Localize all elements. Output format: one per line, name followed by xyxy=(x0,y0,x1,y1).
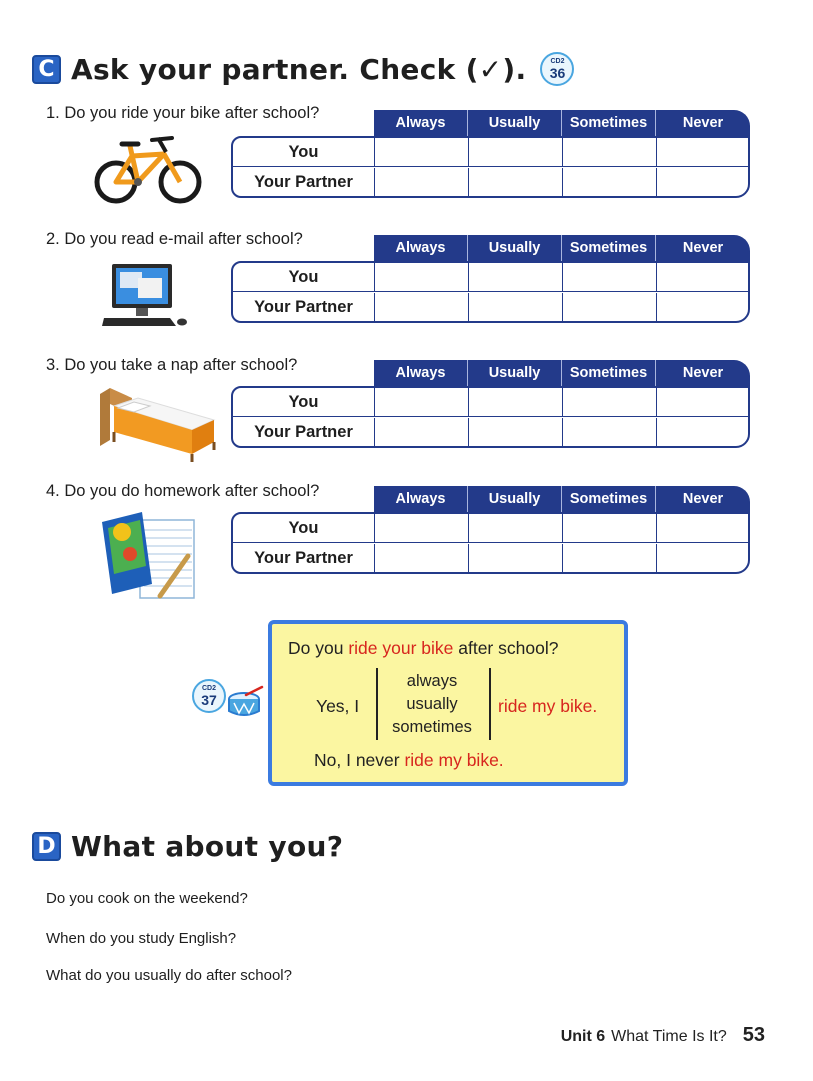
header-sometimes: Sometimes xyxy=(562,360,656,386)
cd-track-number: 36 xyxy=(549,65,566,81)
check-cell[interactable] xyxy=(657,418,748,447)
check-cell[interactable] xyxy=(563,168,657,197)
table-row xyxy=(233,388,748,417)
table-header xyxy=(374,110,750,136)
table-body xyxy=(231,386,750,448)
check-cell[interactable] xyxy=(563,138,657,166)
check-cell[interactable] xyxy=(375,263,469,291)
header-always: Always xyxy=(374,110,468,136)
option-usually: usually xyxy=(406,695,458,713)
header-always: Always xyxy=(374,360,468,386)
row-label-you: You xyxy=(233,514,375,542)
page-footer xyxy=(561,1024,765,1047)
question-1: 1. Do you ride your bike after school? xyxy=(46,104,320,122)
table-row xyxy=(233,168,748,197)
check-cell[interactable] xyxy=(563,263,657,291)
table-row xyxy=(233,514,748,543)
check-cell[interactable] xyxy=(375,168,469,197)
row-label-you: You xyxy=(233,388,375,416)
check-cell[interactable] xyxy=(563,514,657,542)
header-never: Never xyxy=(682,115,724,131)
check-cell[interactable] xyxy=(657,138,748,166)
table-row xyxy=(233,544,748,573)
row-label-you: You xyxy=(233,263,375,291)
header-never: Never xyxy=(682,365,724,381)
check-cell[interactable] xyxy=(657,168,748,197)
header-always: Always xyxy=(374,235,468,261)
grammar-no-highlight: ride my bike. xyxy=(404,750,504,770)
bicycle-icon xyxy=(92,134,204,206)
section-d-question-3: What do you usually do after school? xyxy=(46,967,292,984)
check-cell[interactable] xyxy=(563,544,657,573)
page-number: 53 xyxy=(742,1024,765,1046)
drum-icon xyxy=(226,685,264,719)
check-cell[interactable] xyxy=(563,388,657,416)
header-always: Always xyxy=(374,486,468,512)
check-cell[interactable] xyxy=(469,263,563,291)
table-body xyxy=(231,136,750,198)
header-usually: Usually xyxy=(468,110,562,136)
row-label-partner: Your Partner xyxy=(233,293,375,322)
cd-track-number: 37 xyxy=(201,692,217,708)
row-label-partner: Your Partner xyxy=(233,418,375,447)
check-cell[interactable] xyxy=(469,418,563,447)
cd-track-37-icon[interactable] xyxy=(192,679,264,721)
check-cell[interactable] xyxy=(469,138,563,166)
divider-line xyxy=(489,668,491,740)
computer-icon xyxy=(102,262,188,330)
section-d-question-1: Do you cook on the weekend? xyxy=(46,890,248,907)
footer-title: What Time Is It? xyxy=(611,1028,727,1045)
grammar-question xyxy=(288,638,558,659)
section-d-title: What about you? xyxy=(71,830,344,863)
header-sometimes: Sometimes xyxy=(562,110,656,136)
grammar-question-suffix: after school? xyxy=(453,638,559,658)
table-header xyxy=(374,360,750,386)
check-cell[interactable] xyxy=(469,293,563,322)
header-sometimes: Sometimes xyxy=(562,235,656,261)
table-header xyxy=(374,235,750,261)
cd-badge xyxy=(192,679,226,713)
check-cell[interactable] xyxy=(657,514,748,542)
grammar-no-prefix: No, I never xyxy=(314,750,405,770)
section-d-heading xyxy=(32,830,343,863)
section-d-question-2: When do you study English? xyxy=(46,930,237,947)
row-label-partner: Your Partner xyxy=(233,544,375,573)
table-body xyxy=(231,261,750,323)
question-3: 3. Do you take a nap after school? xyxy=(46,356,298,374)
check-cell[interactable] xyxy=(657,544,748,573)
row-label-partner: Your Partner xyxy=(233,168,375,197)
header-usually: Usually xyxy=(468,235,562,261)
check-cell[interactable] xyxy=(469,388,563,416)
frequency-table-3 xyxy=(231,360,750,450)
section-c-title: Ask your partner. Check (✓). xyxy=(71,52,527,86)
check-cell[interactable] xyxy=(563,293,657,322)
section-letter-d: D xyxy=(32,832,61,861)
divider-line xyxy=(376,668,378,740)
footer-unit: Unit 6 xyxy=(560,1028,606,1045)
table-row xyxy=(233,138,748,167)
check-cell[interactable] xyxy=(657,293,748,322)
header-sometimes: Sometimes xyxy=(562,486,656,512)
cd-track-icon[interactable] xyxy=(540,52,574,86)
question-2: 2. Do you read e-mail after school? xyxy=(46,230,303,248)
cd-label: CD2 xyxy=(201,685,216,692)
table-row xyxy=(233,263,748,292)
check-cell[interactable] xyxy=(469,544,563,573)
check-cell[interactable] xyxy=(375,138,469,166)
book-icon xyxy=(100,510,200,604)
header-usually: Usually xyxy=(468,360,562,386)
check-cell[interactable] xyxy=(469,168,563,197)
frequency-options xyxy=(380,670,484,739)
header-usually: Usually xyxy=(468,486,562,512)
table-row xyxy=(233,418,748,447)
table-row xyxy=(233,293,748,322)
frequency-table-2 xyxy=(231,235,750,325)
header-never: Never xyxy=(682,491,724,507)
section-c-heading xyxy=(32,52,574,86)
grammar-no xyxy=(314,750,504,771)
option-sometimes: sometimes xyxy=(392,718,472,736)
grammar-question-highlight: ride your bike xyxy=(348,638,454,658)
check-cell[interactable] xyxy=(375,418,469,447)
section-letter-c: C xyxy=(32,55,61,84)
grammar-box xyxy=(268,620,628,786)
check-cell[interactable] xyxy=(375,514,469,542)
frequency-table-1 xyxy=(231,110,750,200)
row-label-you: You xyxy=(233,138,375,166)
check-cell[interactable] xyxy=(375,388,469,416)
check-cell[interactable] xyxy=(563,418,657,447)
check-cell[interactable] xyxy=(657,263,748,291)
frequency-table-4 xyxy=(231,486,750,576)
question-4: 4. Do you do homework after school? xyxy=(46,482,320,500)
check-cell[interactable] xyxy=(375,293,469,322)
table-body xyxy=(231,512,750,574)
check-cell[interactable] xyxy=(657,388,748,416)
grammar-yes-end: ride my bike. xyxy=(498,696,598,716)
grammar-yes: Yes, I xyxy=(316,696,360,716)
grammar-question-prefix: Do you xyxy=(288,638,349,658)
header-never: Never xyxy=(682,240,724,256)
bed-icon xyxy=(96,384,220,464)
check-cell[interactable] xyxy=(375,544,469,573)
check-cell[interactable] xyxy=(469,514,563,542)
option-always: always xyxy=(406,672,458,690)
cd-label: CD2 xyxy=(550,58,565,65)
table-header xyxy=(374,486,750,512)
